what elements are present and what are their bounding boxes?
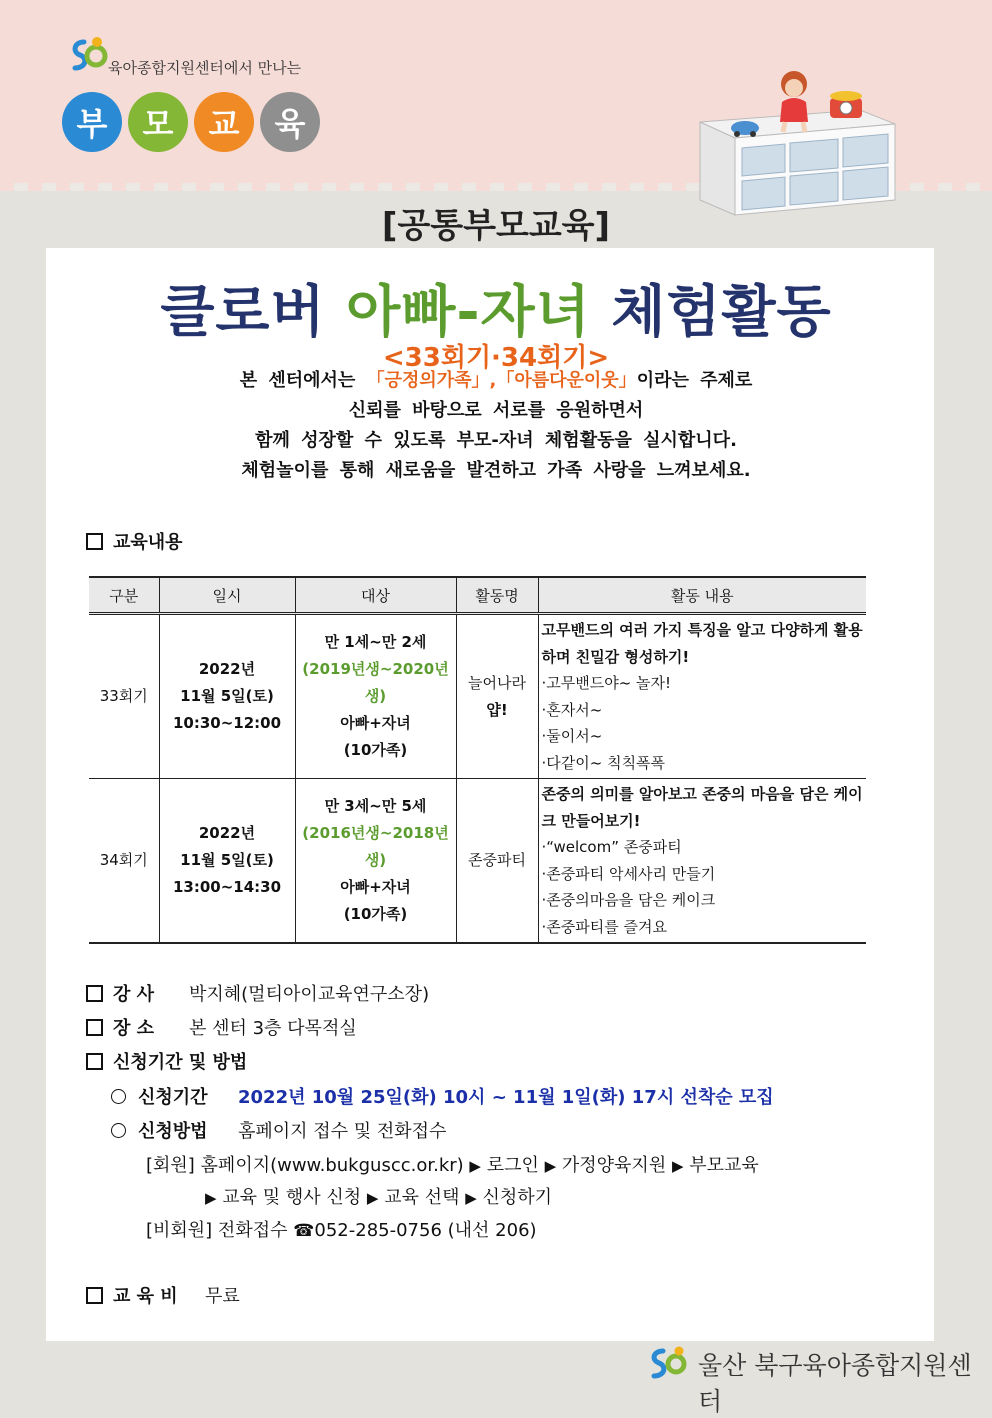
activity-name-line: 늘어나라 — [468, 673, 526, 692]
edu-heading-label: 교육내용 — [113, 532, 183, 553]
member-prefix: [회원] 홈페이지(www.bukguscc.or.kr) — [146, 1155, 464, 1176]
triangle-right-icon: ▶ — [671, 1157, 684, 1175]
activity-item: ·존중파티를 즐겨요 — [541, 917, 667, 936]
checkbox-square-icon — [86, 1019, 103, 1036]
badge-circle: 교 — [194, 92, 254, 152]
member-path-row — [146, 1151, 759, 1177]
place-label: 장 소 — [113, 1018, 155, 1039]
col-header-session: 구분 — [89, 577, 159, 614]
path-step: 신청하기 — [482, 1187, 553, 1208]
nonmember-row — [146, 1216, 537, 1242]
intro-line-3: 함께 성장할 수 있도록 부모-자녀 체험활동을 실시합니다. — [255, 430, 737, 451]
circle-bullet-icon — [111, 1089, 126, 1104]
footer-org-name: 울산 북구육아종합지원센터 — [698, 1351, 972, 1416]
intro-text — [0, 366, 992, 486]
badge-circle: 모 — [128, 92, 188, 152]
checkbox-square-icon — [86, 1053, 103, 1070]
apply-heading: 신청기간 및 방법 — [113, 1052, 248, 1073]
section-heading: [공통부모교육] — [381, 206, 611, 246]
activity-item: ·다같이~ 칙칙폭폭 — [541, 753, 666, 772]
path-step: 가정양육지원 — [561, 1155, 667, 1176]
activity-summary: 존중의 의미를 알아보고 존중의 마음을 담은 케이크 만들어보기! — [541, 785, 863, 830]
center-logo-icon — [66, 34, 108, 76]
instructor-row — [86, 980, 429, 1006]
footer-logo-icon — [646, 1345, 690, 1383]
checkbox-square-icon — [86, 985, 103, 1002]
path-step: 부모교육 — [689, 1155, 759, 1176]
theme-positive-family: 「긍정의가족」 — [366, 370, 490, 391]
badge-circle: 육 — [260, 92, 320, 152]
triangle-right-icon: ▶ — [544, 1157, 557, 1175]
apply-period-row — [111, 1083, 774, 1109]
activity-item: ·혼자서~ — [541, 700, 603, 719]
table-row — [89, 779, 866, 944]
triangle-right-icon: ▶ — [469, 1157, 481, 1175]
target-cell — [295, 779, 456, 944]
checkbox-square-icon — [86, 533, 103, 550]
title-part1: 클로버 — [160, 280, 326, 345]
title-part2: 아빠-자녀 — [346, 280, 591, 345]
theme-beautiful-neighbor: 「아름다운이웃」 — [496, 370, 637, 391]
activity-name-cell — [456, 779, 538, 944]
intro-line-1 — [0, 366, 992, 396]
method-value: 홈페이지 접수 및 전화접수 — [238, 1121, 447, 1142]
col-header-date: 일시 — [159, 577, 295, 614]
fee-row — [86, 1282, 240, 1308]
table-header-row — [89, 577, 866, 614]
instructor-value: 박지혜(멀티아이교육연구소장) — [189, 984, 430, 1005]
table-row — [89, 614, 866, 779]
main-title — [0, 268, 992, 348]
triangle-right-icon: ▶ — [205, 1189, 217, 1207]
activity-name-cell — [456, 614, 538, 779]
target-participants: 아빠+자녀 — [340, 878, 411, 896]
period-value: 2022년 10월 25일(화) 10시 ~ 11월 1일(화) 17시 선착순 모집 — [238, 1087, 774, 1108]
title-part3: 체험활동 — [611, 280, 832, 345]
apply-method-row — [111, 1117, 446, 1143]
checkbox-square-icon — [86, 1287, 103, 1304]
phone-icon: ☎ — [293, 1221, 315, 1241]
intro-text-segment: 본 센터에서는 — [239, 370, 367, 391]
path-step: 교육 선택 — [384, 1187, 460, 1208]
col-header-activity-content: 활동 내용 — [538, 577, 866, 614]
activity-content-cell — [538, 779, 866, 944]
date-time: 13:00~14:30 — [172, 878, 282, 896]
activity-content-cell — [538, 614, 866, 779]
date-cell — [159, 614, 295, 779]
member-path-row-2 — [205, 1183, 552, 1209]
parent-education-badge — [62, 92, 320, 152]
apply-heading-row — [86, 1048, 247, 1074]
edu-content-heading — [86, 528, 183, 554]
col-header-target: 대상 — [295, 577, 456, 614]
method-label: 신청방법 — [138, 1121, 208, 1142]
date-time: 10:30~12:00 — [172, 714, 282, 732]
target-birth-years: (2016년생~2018년생) — [302, 824, 449, 869]
activity-item: ·고무밴드야~ 놀자! — [541, 674, 672, 692]
target-birth-years: (2019년생~2020년생) — [302, 660, 449, 705]
activity-name-line: 얍! — [486, 700, 508, 719]
target-cell — [295, 614, 456, 779]
session-cell: 34회기 — [89, 779, 159, 944]
date-cell — [159, 779, 295, 944]
col-header-activity-name: 활동명 — [456, 577, 538, 614]
instructor-label: 강 사 — [113, 984, 155, 1005]
place-row — [86, 1014, 357, 1040]
path-step: 로그인 — [486, 1155, 539, 1176]
nonmember-prefix: [비회원] 전화접수 — [146, 1220, 288, 1241]
toy-shelf-illustration — [690, 60, 900, 220]
place-value: 본 센터 3층 다목적실 — [189, 1018, 357, 1039]
activity-item: ·둘이서~ — [541, 727, 603, 745]
target-age: 만 3세~만 5세 — [324, 797, 427, 815]
nonmember-phone: 052-285-0756 (내선 206) — [314, 1220, 537, 1241]
intro-line-4: 체험놀이를 통해 새로움을 발견하고 가족 사랑을 느껴보세요. — [241, 460, 751, 481]
activity-item: ·“welcom” 존중파티 — [541, 838, 682, 856]
header-subtitle: 육아종합지원센터에서 만나는 — [108, 59, 302, 77]
activity-item: ·존중파티 악세사리 만들기 — [541, 864, 716, 883]
badge-circle: 부 — [62, 92, 122, 152]
intro-line-2: 신뢰를 바탕으로 서로를 응원하면서 — [348, 400, 644, 421]
fee-label: 교 육 비 — [113, 1286, 178, 1307]
date-year: 2022년 — [198, 660, 256, 678]
period-label: 신청기간 — [138, 1087, 208, 1108]
triangle-right-icon: ▶ — [465, 1189, 477, 1207]
activity-summary: 고무밴드의 여러 가지 특징을 알고 다양하게 활용하며 친밀감 형성하기! — [541, 621, 863, 666]
path-step: 교육 및 행사 신청 — [222, 1187, 362, 1208]
fee-value: 무료 — [205, 1286, 240, 1307]
activity-name-line: 존중파티 — [468, 851, 526, 869]
intro-text-segment: 이라는 주제로 — [636, 370, 753, 391]
session-cell: 33회기 — [89, 614, 159, 779]
date-day: 11월 5일(토) — [180, 687, 274, 705]
target-participants: 아빠+자녀 — [340, 714, 411, 732]
date-day: 11월 5일(토) — [180, 851, 274, 869]
theme-separator: , — [489, 370, 497, 391]
circle-bullet-icon — [111, 1123, 126, 1138]
target-family-count: (10가족) — [343, 741, 408, 759]
target-age: 만 1세~만 2세 — [324, 633, 427, 651]
triangle-right-icon: ▶ — [366, 1189, 379, 1207]
session-range: <33회기·34회기> — [382, 343, 610, 373]
target-family-count: (10가족) — [343, 905, 408, 923]
activity-item: ·존중의마음을 담은 케이크 — [541, 891, 716, 909]
schedule-table — [89, 576, 866, 944]
date-year: 2022년 — [198, 824, 256, 842]
